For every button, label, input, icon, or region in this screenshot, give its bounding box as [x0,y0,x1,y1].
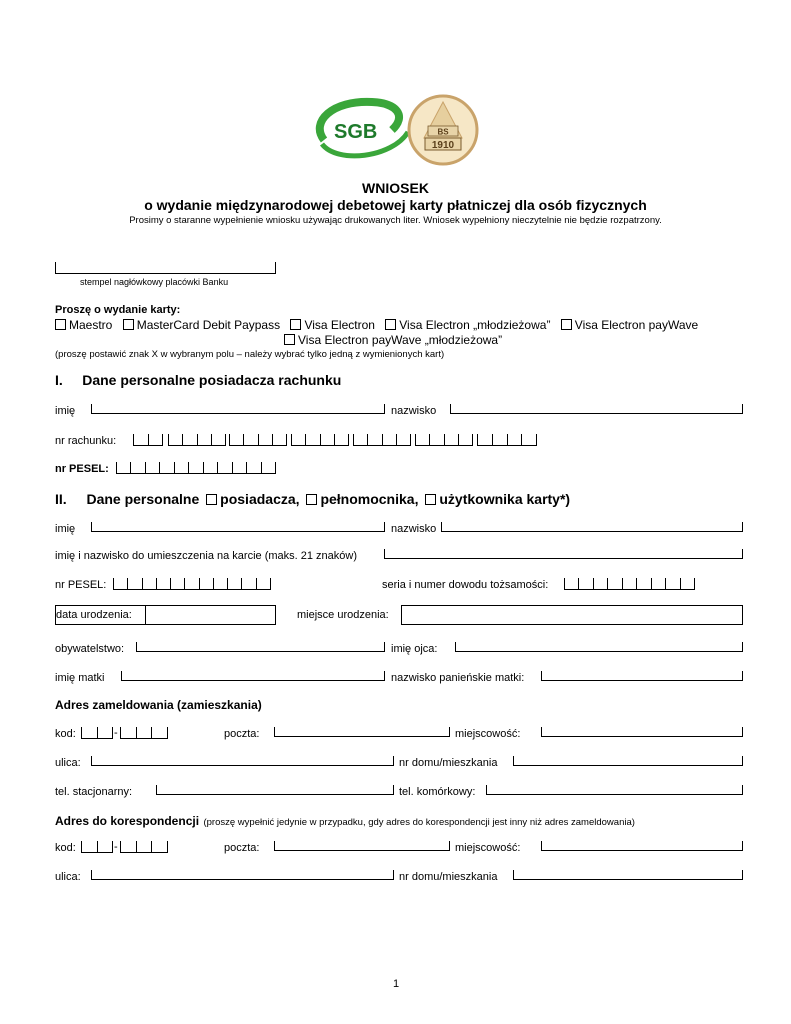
card-option-visa-electron[interactable] [290,318,374,332]
label-pesel-2: nr PESEL: [55,579,107,591]
digit-separator [112,727,113,738]
digit-separator [120,727,121,738]
card-selection-heading: Proszę o wydanie karty: [55,304,181,316]
checkbox-visa-electron[interactable] [290,319,301,330]
label-ulica-2: ulica: [55,871,81,883]
digit-separator [225,434,226,445]
digit-separator [246,462,247,473]
label-nr-rachunku: nr rachunku: [55,435,117,447]
digit-separator [367,434,368,445]
input-imie-2[interactable] [91,522,385,532]
option-uzytkownik: użytkownika karty*) [439,491,571,507]
label-id-document: seria i numer dowodu tożsamości: [382,579,549,591]
digit-separator [81,841,82,852]
digit-separator [148,434,149,445]
digit-separator [120,841,121,852]
digit-separator [320,434,321,445]
digit-separator [168,434,169,445]
digit-separator [97,727,98,738]
label-nazwisko: nazwisko [391,405,437,417]
input-miejscowosc-2[interactable] [541,841,743,851]
digit-separator [184,578,185,589]
corr-title: Adres do korespondencji [55,814,200,828]
postal-code-part2-corr[interactable] [120,841,168,853]
digit-separator [203,462,204,473]
label-tel-stac: tel. stacjonarny: [55,786,133,798]
digit-separator [258,434,259,445]
digit-separator [458,434,459,445]
form-title: WNIOSEK [362,180,429,196]
card-option-label: MasterCard Debit Paypass [136,318,281,332]
sgb-logo-text: SGB [334,121,378,143]
digit-separator [536,434,537,445]
input-imie-1[interactable] [91,404,385,414]
digit-separator [272,434,273,445]
bs-1910-logo [409,96,477,164]
digit-separator [136,841,137,852]
account-digits-2[interactable] [168,434,226,446]
account-digits-1[interactable] [133,434,163,446]
digit-separator [396,434,397,445]
digit-separator [593,578,594,589]
input-mother-maiden[interactable] [541,671,743,681]
label-citizenship: obywatelstwo: [55,643,125,655]
account-digits-3[interactable] [229,434,287,446]
digit-separator [444,434,445,445]
digit-separator [382,434,383,445]
digit-separator [243,434,244,445]
input-birth-place[interactable] [401,605,743,625]
checkbox-visa-electron-youth[interactable] [385,319,396,330]
card-option-visa-paywave-youth[interactable] [284,333,502,347]
option-pelnomocnik: pełnomocnika, [320,491,419,507]
stamp-field[interactable] [55,262,276,274]
digit-separator [174,462,175,473]
card-option-label: Visa Electron [304,318,375,332]
digit-separator [636,578,637,589]
section-2-heading: Dane personalne [86,491,200,507]
label-birth-date: data urodzenia: [56,609,132,621]
digit-separator [116,462,117,473]
form-instruction: Prosimy o staranne wypełnienie wniosku używając drukowanych liter. Wniosek wypełniony nieczytelnie nie będzie rozpatrzony. [129,215,662,226]
card-selection-note: (proszę postawić znak X w wybranym polu – należy wybrać tylko jedną z wymienionych kart) [55,349,445,360]
digit-separator [680,578,681,589]
input-citizenship[interactable] [136,642,385,652]
digit-separator [112,841,113,852]
input-ulica-2[interactable] [91,870,394,880]
digit-separator [291,434,292,445]
digit-separator [578,578,579,589]
digit-separator [211,434,212,445]
digit-separator [472,434,473,445]
pesel-digits-1[interactable] [116,462,276,474]
digit-separator [353,434,354,445]
input-mother-name[interactable] [121,671,385,681]
address-title: Adres zameldowania (zamieszkania) [55,698,262,712]
postal-code-part2[interactable] [120,727,168,739]
digit-separator [241,578,242,589]
card-option-visa-paywave[interactable] [561,318,698,332]
label-mother-maiden: nazwisko panieńskie matki: [391,672,525,684]
label-poczta-2: poczta: [224,842,260,854]
digit-separator [156,578,157,589]
digit-separator [130,462,131,473]
bank-logos [312,92,482,168]
checkbox-uzytkownik[interactable] [425,494,436,505]
digit-separator [410,434,411,445]
digit-separator [564,578,565,589]
label-poczta-1: poczta: [224,728,260,740]
card-option-mastercard[interactable] [123,318,280,332]
digit-separator [127,578,128,589]
digit-separator [142,578,143,589]
account-digits-4[interactable] [291,434,349,446]
card-option-label: Visa Electron „młodzieżowa” [399,318,551,332]
label-nr-domu-1: nr domu/mieszkania [399,757,498,769]
digit-separator [507,434,508,445]
digit-separator [334,434,335,445]
digit-separator [151,727,152,738]
card-option-maestro[interactable] [55,318,112,332]
digit-separator [229,434,230,445]
digit-separator [256,578,257,589]
option-posiadacz: posiadacza, [220,491,300,507]
input-nazwisko-2[interactable] [441,522,743,532]
digit-separator [133,434,134,445]
input-nr-domu-2[interactable] [513,870,743,880]
bs-logo-year: 1910 [431,140,455,151]
checkbox-posiadacz[interactable] [206,494,217,505]
pesel-digits-2[interactable] [113,578,271,590]
input-father-name[interactable] [455,642,743,652]
digit-separator [170,578,171,589]
digit-separator [188,462,189,473]
digit-separator [97,841,98,852]
section-2-title [55,491,570,507]
digit-separator [113,578,114,589]
input-tel-kom[interactable] [486,785,743,795]
digit-separator [492,434,493,445]
input-nazwisko-1[interactable] [450,404,743,414]
form-subtitle: o wydanie międzynarodowej debetowej karty płatniczej dla osób fizycznych [144,197,647,213]
digit-separator [167,841,168,852]
digit-separator [429,434,430,445]
digit-separator [694,578,695,589]
input-ulica-1[interactable] [91,756,394,766]
digit-separator [182,434,183,445]
digit-separator [607,578,608,589]
account-digits-6[interactable] [415,434,473,446]
digit-separator [275,462,276,473]
label-nazwisko-2: nazwisko [391,523,437,535]
label-kod-2: kod: [55,842,76,854]
digit-separator [651,578,652,589]
digit-separator [415,434,416,445]
label-imie: imię [55,405,76,417]
label-imie-2: imię [55,523,76,535]
section-1-title: I. Dane personalne posiadacza rachunku [55,372,342,388]
stamp-label: stempel nagłówkowy placówki Banku [80,277,229,287]
digit-separator [217,462,218,473]
digit-separator [199,578,200,589]
input-poczta-1[interactable] [274,727,450,737]
digit-separator [286,434,287,445]
digit-separator [261,462,262,473]
card-option-visa-electron-youth[interactable] [385,318,550,332]
digit-separator [270,578,271,589]
page-number: 1 [393,978,400,990]
sgb-logo [320,102,408,156]
corr-note: (proszę wypełnić jedynie w przypadku, gdy adres do korespondencji jest inny niż adres zameldowania) [203,817,635,828]
postal-code-dash-corr: - [114,841,118,853]
digit-separator [136,727,137,738]
checkbox-maestro[interactable] [55,319,66,330]
label-kod-1: kod: [55,728,76,740]
input-miejscowosc-1[interactable] [541,727,743,737]
digit-separator [477,434,478,445]
digit-separator [232,462,233,473]
postal-code-part1-corr[interactable] [81,841,113,853]
label-mother-name: imię matki [55,672,105,684]
digit-separator [81,727,82,738]
label-father-name: imię ojca: [391,643,438,655]
digit-separator [197,434,198,445]
digit-separator [145,462,146,473]
digit-separator [622,578,623,589]
digit-separator [213,578,214,589]
account-digits-5[interactable] [353,434,411,446]
account-digits-7[interactable] [477,434,537,446]
digit-separator [151,841,152,852]
checkbox-visa-paywave[interactable] [561,319,572,330]
card-option-label: Maestro [69,318,113,332]
label-miejscowosc-2: miejscowość: [455,842,521,854]
checkbox-pelnomocnik[interactable] [306,494,317,505]
birth-date-divider [145,605,146,625]
input-tel-stac[interactable] [156,785,394,795]
digit-separator [167,727,168,738]
label-tel-kom: tel. komórkowy: [399,786,476,798]
digit-separator [305,434,306,445]
card-option-label: Visa Electron payWave „młodzieżowa” [298,333,503,347]
digit-separator [227,578,228,589]
digit-separator [665,578,666,589]
digit-separator [521,434,522,445]
card-option-label: Visa Electron payWave [574,318,699,332]
digit-separator [159,462,160,473]
label-ulica-1: ulica: [55,757,81,769]
id-document-digits[interactable] [564,578,695,590]
label-nr-domu-2: nr domu/mieszkania [399,871,498,883]
postal-code-dash: - [114,727,118,739]
label-birth-place: miejsce urodzenia: [297,609,389,621]
section-2-number: II. [55,491,67,507]
postal-code-part1[interactable] [81,727,113,739]
card-options-row [55,318,705,332]
input-card-name[interactable] [384,549,743,559]
label-pesel-1: nr PESEL: [55,463,109,475]
bs-logo-text: BS [437,127,449,137]
checkbox-mastercard[interactable] [123,319,134,330]
label-miejscowosc-1: miejscowość: [455,728,521,740]
input-poczta-2[interactable] [274,841,450,851]
checkbox-visa-paywave-youth[interactable] [284,334,295,345]
digit-separator [162,434,163,445]
corr-title-row [55,812,635,830]
label-card-name: imię i nazwisko do umieszczenia na karcie (maks. 21 znaków) [55,550,358,562]
input-nr-domu-1[interactable] [513,756,743,766]
digit-separator [348,434,349,445]
